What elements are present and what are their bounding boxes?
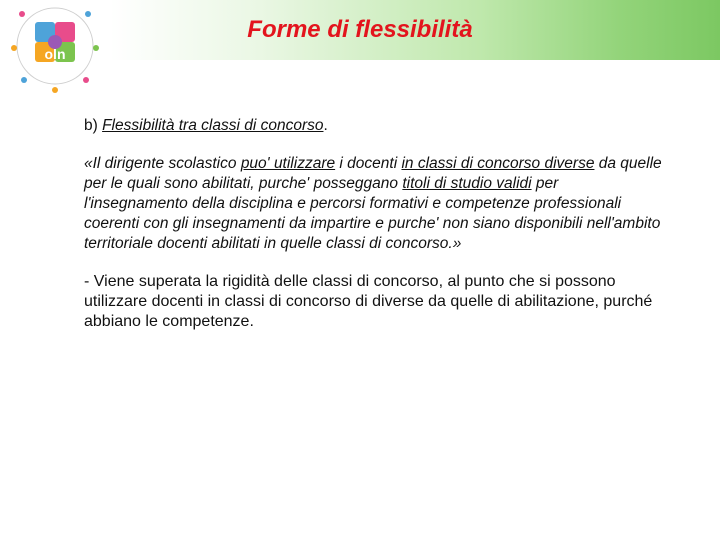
slide-content — [84, 116, 664, 332]
quote-part-3: da quelle per le quali sono abilitati, purche' posseggano — [84, 155, 662, 192]
quote-part-2: i docenti — [335, 155, 402, 172]
section-subtitle — [84, 116, 664, 136]
legal-quote — [84, 154, 664, 254]
quote-underline-2: in classi di concorso diverse — [401, 155, 595, 172]
quote-part-1: «Il dirigente scolastico — [84, 155, 241, 172]
subtitle-prefix: b) — [84, 117, 103, 134]
explanatory-note: - Viene superata la rigidità delle classi di concorso, al punto che si possono utilizzare docenti in classi di concorso di diverse da quelle di abilitazione, purché abbiano le competenze. — [84, 273, 653, 330]
page-title: Forme di flessibilità — [247, 16, 473, 43]
subtitle-suffix: . — [323, 117, 328, 134]
quote-underline-3: titoli di studio validi — [402, 175, 532, 192]
quote-part-4: per l'insegnamento della disciplina e percorsi formativi e competenze professionali coerenti con gli insegnamenti da impartire e purche' non siano disponibili nell'ambito territoriale docenti abilitati in quelle classi di concorso.» — [84, 175, 661, 252]
logo-center-text: oln — [44, 46, 66, 62]
subtitle-link: Flessibilità tra classi di concorso — [102, 117, 324, 134]
quote-underline-1: puo' utilizzare — [240, 155, 336, 172]
